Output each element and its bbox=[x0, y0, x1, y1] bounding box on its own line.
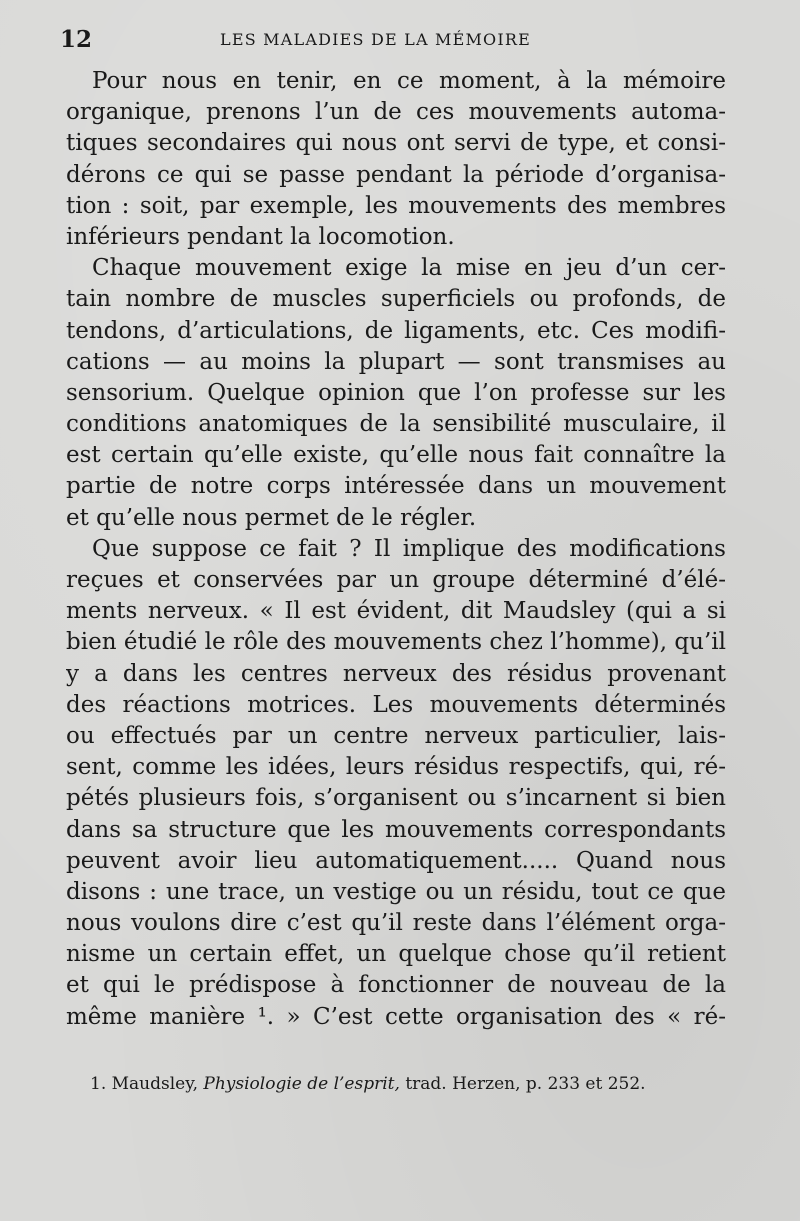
text-line: bien étudié le rôle des mouvements chez l’homme), qu’il bbox=[66, 629, 726, 656]
footnote-reference: trad. Herzen, p. 233 et 252. bbox=[405, 1074, 646, 1094]
text-line: nous voulons dire c’est qu’il reste dans l’élément orga- bbox=[66, 910, 726, 937]
running-title: LES MALADIES DE LA MÉMOIRE bbox=[220, 30, 532, 49]
text-line: inférieurs pendant la locomotion. bbox=[66, 223, 455, 250]
text-line: conditions anatomiques de la sensibilité musculaire, il bbox=[66, 411, 726, 438]
text-line: sent, comme les idées, leurs résidus respectifs, qui, ré- bbox=[66, 754, 726, 781]
text-line: est certain qu’elle existe, qu’elle nous fait connaître la bbox=[66, 442, 726, 469]
body-text bbox=[66, 66, 726, 1033]
footnote-marker: 1. bbox=[90, 1074, 107, 1094]
text-line: pétés plusieurs fois, s’organisent ou s’incarnent si bien bbox=[66, 785, 726, 812]
text-line: sensorium. Quelque opinion que l’on professe sur les bbox=[66, 379, 726, 406]
text-line: y a dans les centres nerveux des résidus provenant bbox=[66, 660, 726, 687]
text-line: ments nerveux. « Il est évident, dit Maudsley (qui a si bbox=[66, 598, 726, 625]
text-line: partie de notre corps intéressée dans un mouvement bbox=[66, 473, 726, 500]
text-line: Pour nous en tenir, en ce moment, à la mémoire bbox=[92, 68, 726, 94]
text-line: cations — au moins la plupart — sont transmises au bbox=[66, 348, 726, 375]
text-line: tion : soit, par exemple, les mouvements des membres bbox=[66, 192, 726, 219]
text-line: tain nombre de muscles superficiels ou profonds, de bbox=[66, 286, 726, 313]
text-line: reçues et conservées par un groupe déterminé d’élé- bbox=[66, 567, 726, 593]
text-line: même manière ¹. » C’est cette organisation des « ré- bbox=[66, 1003, 726, 1030]
text-line: ou effectués par un centre nerveux particulier, lais- bbox=[66, 722, 726, 749]
text-line: et qui le prédispose à fonctionner de nouveau de la bbox=[66, 972, 726, 999]
text-line: disons : une trace, un vestige ou un résidu, tout ce que bbox=[66, 878, 726, 905]
footnote-title: Physiologie de l’esprit, bbox=[203, 1074, 400, 1094]
text-line: des réactions motrices. Les mouvements déterminés bbox=[66, 691, 726, 718]
text-line: nisme un certain effet, un quelque chose qu’il retient bbox=[66, 941, 726, 968]
page-number: 12 bbox=[60, 26, 93, 53]
text-line: organique, prenons l’un de ces mouvements automa- bbox=[66, 99, 726, 126]
text-line: dans sa structure que les mouvements correspondants bbox=[66, 816, 726, 843]
running-head bbox=[60, 26, 740, 54]
text-line: tiques secondaires qui nous ont servi de type, et consi- bbox=[66, 130, 726, 157]
text-line: Que suppose ce fait ? Il implique des modifications bbox=[92, 535, 726, 562]
text-line: Chaque mouvement exige la mise en jeu d’un cer- bbox=[92, 255, 726, 282]
text-line: dérons ce qui se passe pendant la période d’organisa- bbox=[66, 161, 726, 188]
text-line: peuvent avoir lieu automatiquement..... Quand nous bbox=[66, 847, 726, 874]
footnote-author: Maudsley, bbox=[111, 1074, 198, 1094]
footnote bbox=[90, 1072, 730, 1096]
text-line: et qu’elle nous permet de le régler. bbox=[66, 504, 477, 531]
text-line: tendons, d’articulations, de ligaments, etc. Ces modifi- bbox=[66, 317, 726, 344]
